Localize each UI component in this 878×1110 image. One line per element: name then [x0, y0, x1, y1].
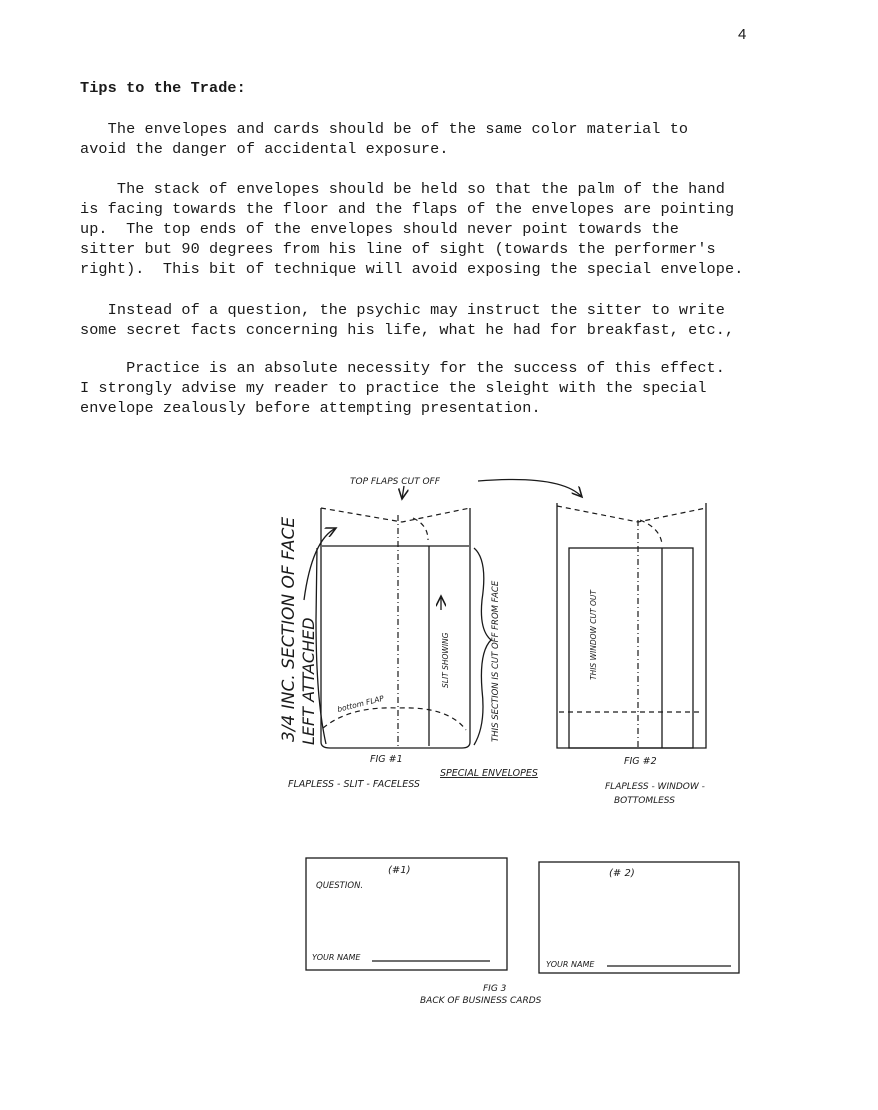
fig2-caption: FIG #2 [624, 756, 657, 767]
fig1-bracket-right [474, 548, 491, 745]
card2-number: (# 2) [609, 868, 635, 879]
special-envelopes-label: SPECIAL ENVELOPES [440, 768, 538, 779]
page-number: 4 [738, 26, 747, 43]
fig3-description: BACK OF BUSINESS CARDS [420, 996, 542, 1006]
fig1-envelope [304, 508, 491, 748]
fig1-face-label: 3/4 INC. SECTION OF FACE [279, 516, 299, 742]
fig1-description: FLAPLESS - SLIT - FACELESS [288, 779, 420, 790]
fig2-description-1: FLAPLESS - WINDOW - [605, 782, 705, 792]
card1-name-label: YOUR NAME [312, 953, 361, 962]
fig1-attached-label: LEFT ATTACHED [299, 617, 318, 745]
paragraph-practice: Practice is an absolute necessity for the success of this effect. I strongly advise my reader to practice the sleight with the special envelope zealously before attempting presentation. [80, 359, 725, 417]
fig2-window-label: THIS WINDOW CUT OUT [589, 590, 598, 680]
card1-number: (#1) [388, 865, 411, 876]
fig1-slit-label: SLIT SHOWING [441, 632, 450, 688]
fig1-caption: FIG #1 [370, 754, 403, 765]
card1-question: QUESTION. [316, 881, 364, 891]
top-flaps-label: TOP FLAPS CUT OFF [350, 477, 440, 487]
card2-name-label: YOUR NAME [546, 960, 595, 969]
top-arrow-fig1 [402, 486, 404, 499]
section-heading: Tips to the Trade: [80, 79, 246, 97]
top-arrow-fig2 [478, 479, 582, 497]
fig1-cut-label: THIS SECTION IS CUT OFF FROM FACE [491, 580, 501, 742]
fig2-envelope [557, 503, 706, 748]
fig1-bottom-flap-label: bottom FLAP [336, 693, 385, 714]
card-2 [539, 862, 739, 973]
paragraph-holding-envelopes: The stack of envelopes should be held so that the palm of the hand is facing towards the floor and the flaps of the envelopes are pointing up. The top ends of the envelopes should never point towards the sitter but 90 degrees from his line of sight (towards the performer's right). This bit of technique will avoid exposing the special envelope. [80, 180, 744, 278]
fig1-face-arrow [304, 528, 336, 600]
fig3-caption: FIG 3 [483, 984, 507, 994]
paragraph-secret-facts: Instead of a question, the psychic may instruct the sitter to write some secret facts concerning his life, what he had for breakfast, etc., [80, 301, 735, 339]
fig2-description-2: BOTTOMLESS [614, 796, 675, 806]
paragraph-color-material: The envelopes and cards should be of the same color material to avoid the danger of accidental exposure. [80, 120, 689, 158]
